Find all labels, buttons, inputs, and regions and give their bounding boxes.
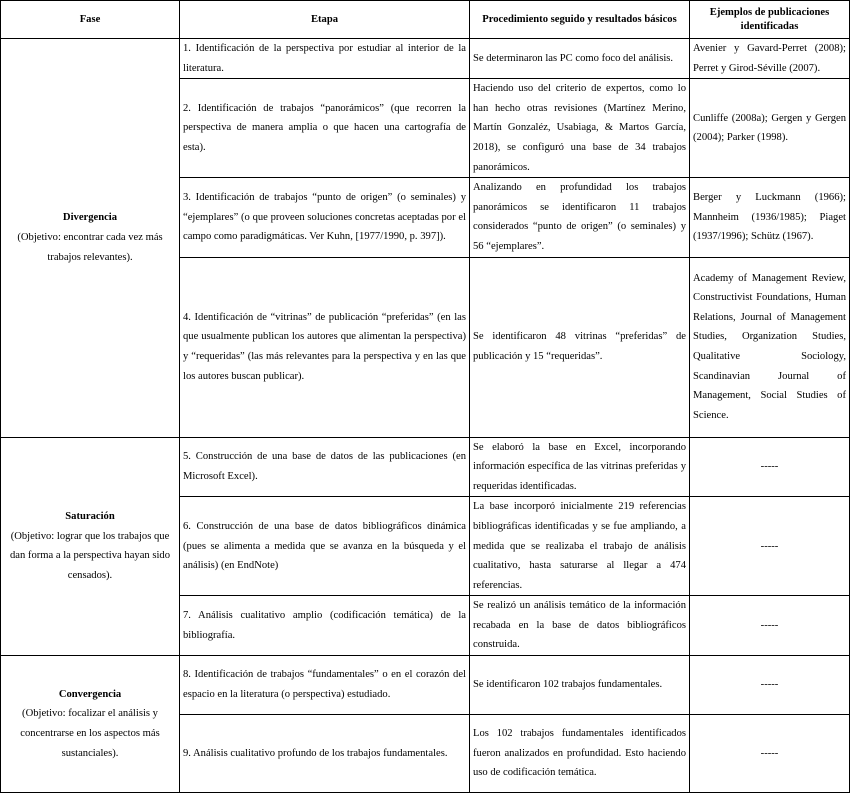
ejemplos-cell: ----- xyxy=(690,596,850,656)
procedimiento-cell: Los 102 trabajos fundamentales identificados fueron analizados en profundidad. Esto haciendo uso de codificación temática. xyxy=(470,715,690,793)
table-row xyxy=(1,656,850,715)
etapa-cell: 1. Identificación de la perspectiva por estudiar al interior de la literatura. xyxy=(180,39,470,79)
header-procedimiento: Procedimiento seguido y resultados básicos xyxy=(470,1,690,39)
etapa-cell: 5. Construcción de una base de datos de las publicaciones (en Microsoft Excel). xyxy=(180,437,470,497)
procedimiento-cell: La base incorporó inicialmente 219 referencias bibliográficas identificadas y se fue ampliando, a medida que se realizaba el trabajo de análisis cualitativo, hasta saturarse al llegar a 474 referencias. xyxy=(470,497,690,596)
procedimiento-cell: Se determinaron las PC como foco del análisis. xyxy=(470,39,690,79)
header-fase: Fase xyxy=(1,1,180,39)
ejemplos-cell: Avenier y Gavard-Perret (2008); Perret y Girod-Séville (2007). xyxy=(690,39,850,79)
phase-objective: (Objetivo: focalizar el análisis y concentrarse en los aspectos más sustanciales). xyxy=(20,708,160,759)
phase-objective: (Objetivo: encontrar cada vez más trabajos relevantes). xyxy=(17,231,163,263)
table-header-row xyxy=(1,1,850,39)
phase-convergencia xyxy=(1,656,180,793)
etapa-cell: 7. Análisis cualitativo amplio (codificación temática) de la bibliografía. xyxy=(180,596,470,656)
etapa-cell: 4. Identificación de “vitrinas” de publicación “preferidas” (en las que usualmente publican los autores que alimentan la perspectiva) y “requeridas” (las más relevantes para la perspectiva y en las que los autores buscan publicar). xyxy=(180,257,470,437)
etapa-cell: 8. Identificación de trabajos “fundamentales” o en el corazón del espacio en la literatura (o perspectiva) estudiado. xyxy=(180,656,470,715)
ejemplos-cell: ----- xyxy=(690,497,850,596)
ejemplos-cell: ----- xyxy=(690,715,850,793)
etapa-cell: 6. Construcción de una base de datos bibliográficos dinámica (pues se alimenta a medida que se avanza en la búsqueda y el análisis) (en EndNote) xyxy=(180,497,470,596)
table-row xyxy=(1,39,850,79)
phase-name: Saturación xyxy=(65,511,115,523)
procedimiento-cell: Se realizó un análisis temático de la información recabada en la base de datos bibliográficos construida. xyxy=(470,596,690,656)
ejemplos-cell: Academy of Management Review, Constructivist Foundations, Human Relations, Journal of Management Studies, Organization Studies, Qualitative Sociology, Scandinavian Journal of Management, Social Studies of Science. xyxy=(690,257,850,437)
phase-divergencia xyxy=(1,39,180,438)
procedimiento-cell: Haciendo uso del criterio de expertos, como lo han hecho otras revisiones (Martínez Merino, Martín Gonzaléz, Usabiaga, & Martos García, 2018), se configuró una base de 34 trabajos panorámicos. xyxy=(470,79,690,178)
ejemplos-cell: Cunliffe (2008a); Gergen y Gergen (2004); Parker (1998). xyxy=(690,79,850,178)
etapa-cell: 3. Identificación de trabajos “punto de origen” (o seminales) y “ejemplares” (o que proveen soluciones concretas aceptadas por el campo como paradigmáticas. Ver Kuhn, [1977/1990, p. 397]). xyxy=(180,178,470,257)
ejemplos-cell: ----- xyxy=(690,437,850,497)
procedimiento-cell: Analizando en profundidad los trabajos panorámicos se identificaron 11 trabajos considerados “punto de origen” (o seminales) y 56 “ejemplares”. xyxy=(470,178,690,257)
phase-name: Divergencia xyxy=(62,212,118,224)
etapa-cell: 2. Identificación de trabajos “panorámicos” (que recorren la perspectiva de manera amplia o que hacen una cartografía de esta). xyxy=(180,79,470,178)
header-etapa: Etapa xyxy=(180,1,470,39)
phase-name: Convergencia xyxy=(58,688,122,700)
procedimiento-cell: Se identificaron 102 trabajos fundamentales. xyxy=(470,656,690,715)
header-ejemplos: Ejemplos de publicaciones identificadas xyxy=(690,1,850,39)
procedimiento-cell: Se identificaron 48 vitrinas “preferidas” de publicación y 15 “requeridas”. xyxy=(470,257,690,437)
table-row xyxy=(1,437,850,497)
phase-objective: (Objetivo: lograr que los trabajos que dan forma a la perspectiva hayan sido censados). xyxy=(9,530,171,581)
procedimiento-cell: Se elaboró la base en Excel, incorporando información específica de las vitrinas preferidas y requeridas identificadas. xyxy=(470,437,690,497)
etapa-cell: 9. Análisis cualitativo profundo de los trabajos fundamentales. xyxy=(180,715,470,793)
ejemplos-cell: ----- xyxy=(690,656,850,715)
phase-saturacion xyxy=(1,437,180,656)
ejemplos-cell: Berger y Luckmann (1966); Mannheim (1936/1985); Piaget (1937/1996); Schütz (1967). xyxy=(690,178,850,257)
